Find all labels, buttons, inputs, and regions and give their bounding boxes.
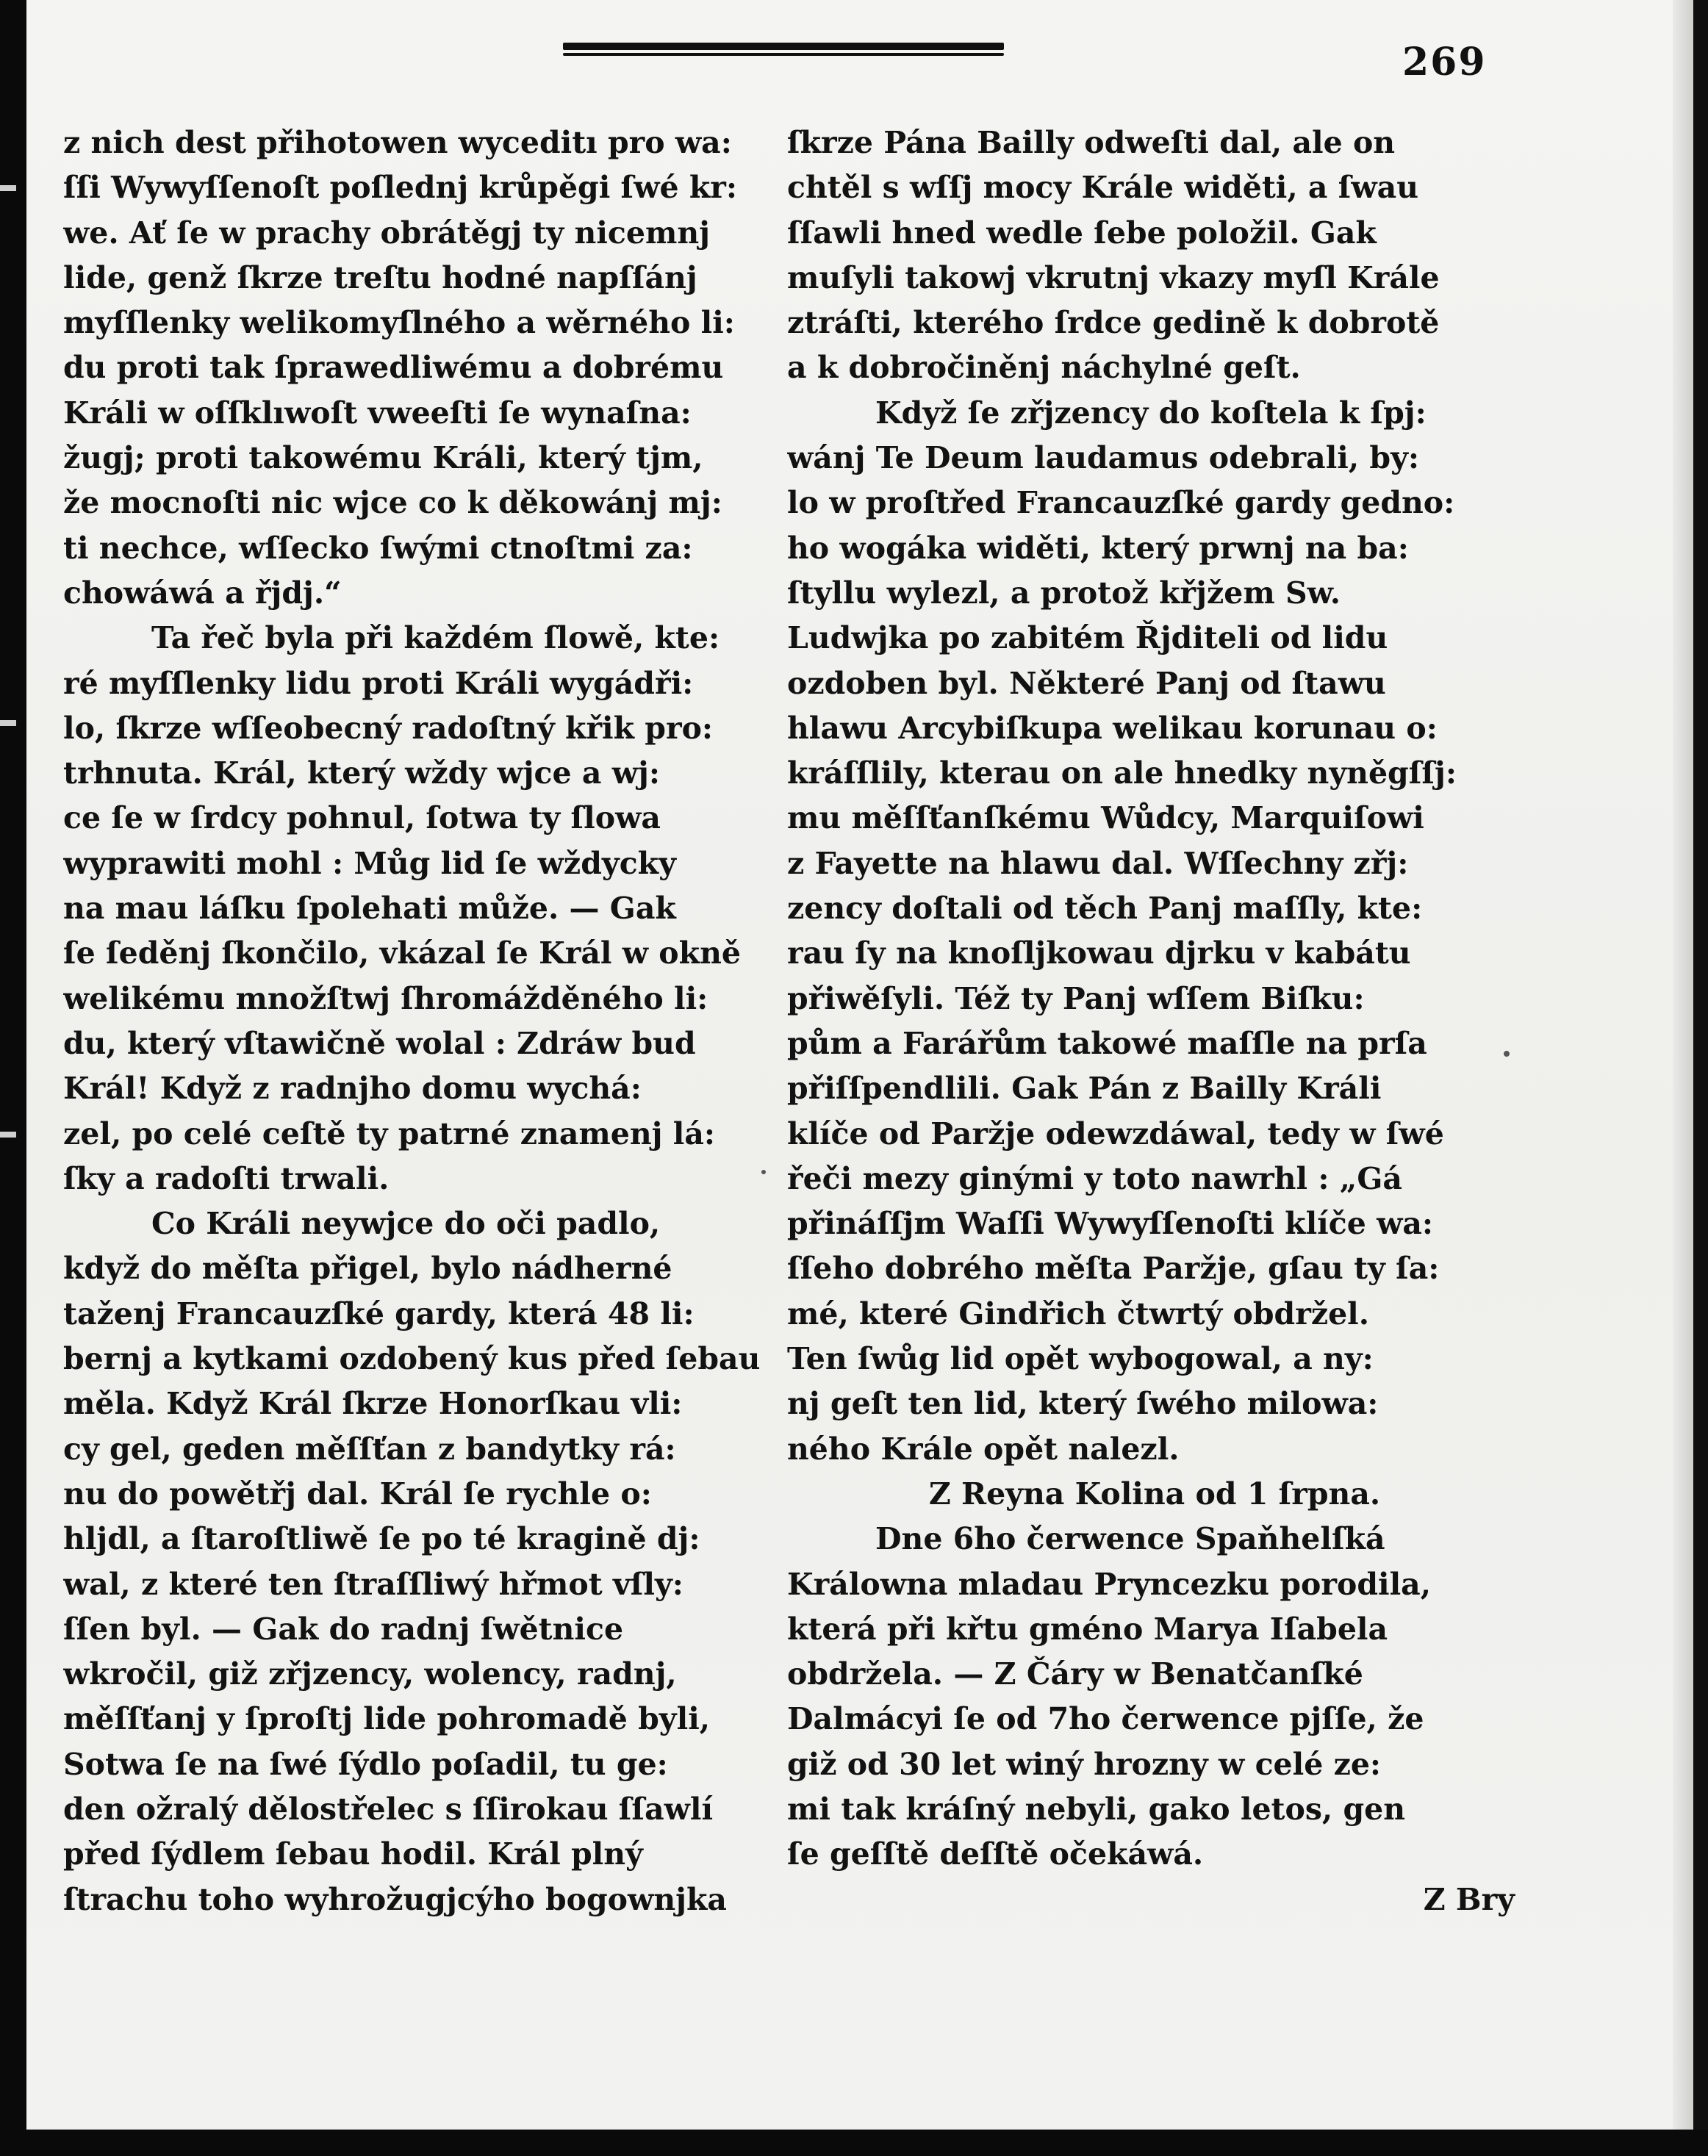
text-line: zency doſtali od těch Panj maſſly, kte: [787,891,1423,927]
page-edge-shadow [1673,0,1693,2130]
text-line: ſe ſeděnj ſkončilo, vkázal ſe Král w okně [63,935,741,971]
header-rule-thick [563,43,1004,50]
text-line: hljdl, a ſtaroſtliwě ſe po té kragině dj: [63,1521,700,1557]
text-line: Král! Když z radnjho domu wychá: [63,1071,642,1107]
text-line: rau ſy na knoſljkowau djrku v kabátu [787,935,1411,971]
ink-speck [1504,1051,1510,1057]
text-line: přiſſpendlili. Gak Pán z Bailly Králi [787,1071,1382,1107]
text-line: že mocnoſti nic wjce co k děkowánj mj: [63,485,722,521]
text-line: hlawu Arcybiſkupa welikau korunau o: [787,710,1438,746]
right-column [787,121,1522,1922]
text-line: ztráſti, kterého ſrdce gedině k dobrotě [787,305,1440,341]
text-line: ozdoben byl. Některé Panj od ſtawu [787,665,1386,701]
text-line: wkročil, giž zřjzency, wolency, radnj, [63,1656,677,1692]
text-line: Ta řeč byla při každém ſlowě, kte: [151,620,720,656]
text-line: ſtrachu toho wyhrožugjcýho bogownjka [63,1881,727,1917]
text-line: wyprawiti mohl : Můg lid ſe wždycky [63,845,676,881]
text-line: we. Ať ſe w prachy obrátěgj ty nicemnj [63,215,710,251]
text-line: ſſen byl. — Gak do radnj ſwětnice [63,1611,624,1647]
text-line: chtěl s wſſj mocy Krále widěti, a ſwau [787,170,1419,206]
text-line: ſe geſſtě deſſtě očekáwá. [787,1836,1204,1872]
text-line: ſkrze Pána Bailly odweſti dal, ale on [787,125,1396,160]
text-line: přiwěſyli. Též ty Panj wſſem Biſku: [787,980,1365,1016]
text-line: cy gel, geden měſſťan z bandytky rá: [63,1431,676,1467]
text-line: ſtyllu wylezl, a protož křjžem Sw. [787,575,1341,611]
text-line: měla. Když Král ſkrze Honorſkau vli: [63,1386,683,1422]
text-line: ſſawli hned wedle ſebe položil. Gak [787,215,1377,251]
text-line: a k dobročiněnj náchylné geſt. [787,350,1301,386]
ink-speck [761,1170,766,1174]
text-line: du proti tak ſprawedliwému a dobrému [63,350,724,386]
text-line: Králowna mladau Pryncezku porodila, [787,1566,1432,1602]
text-line: ho wogáka widěti, který prwnj na ba: [787,530,1409,566]
text-line: Sotwa ſe na ſwé ſýdlo poſadil, tu ge: [63,1746,668,1782]
catchword: Z Bry [1423,1881,1515,1917]
text-line: klíče od Paržje odewzdáwal, tedy w ſwé [787,1115,1444,1151]
text-line: Ludwjka po zabitém Řjditeli od lidu [787,620,1388,656]
text-line: zel, po celé ceſtě ty patrné znamenj lá: [63,1115,716,1151]
text-line: ného Krále opět nalezl. [787,1431,1180,1467]
scan-border-right [1693,0,1708,2156]
scan-border-notch [0,185,16,191]
text-line: z Fayette na hlawu dal. Wſſechny zřj: [787,845,1409,881]
left-column [63,121,798,1922]
text-line: wal, z které ten ſtraſſliwý hřmot vſly: [63,1566,683,1602]
text-line: obdržela. — Z Čáry w Benatčanſké [787,1656,1363,1692]
text-line: muſyli takowj vkrutnj vkazy myſl Krále [787,259,1440,295]
text-line: Když ſe zřjzency do koſtela k ſpj: [875,395,1427,431]
text-line: nj geſt ten lid, který ſwého milowa: [787,1386,1379,1422]
text-line: Co Králi neywjce do oči padlo, [151,1206,661,1242]
scan-border-left [0,0,26,2156]
text-line: která při křtu gméno Marya Iſabela [787,1611,1388,1647]
text-line: když do měſta přigel, bylo nádherné [63,1251,672,1287]
text-line: giž od 30 let winý hrozny w celé ze: [787,1746,1382,1782]
text-line: lide, genž ſkrze treſtu hodné napſſánj [63,259,697,295]
scan-border-notch [0,720,16,726]
text-line: den ožralý dělostřelec s ſſirokau ſſawlí [63,1791,714,1827]
text-line: na mau láſku ſpolehati může. — Gak [63,891,676,927]
text-line: Dne 6ho čerwence Spaňhelſká [875,1521,1385,1557]
text-line: ré myſſlenky lidu proti Králi wygádři: [63,665,694,701]
text-line: welikému množſtwj ſhromážděného li: [63,980,708,1016]
text-line: žugj; proti takowému Králi, který tjm, [63,440,703,476]
text-line: Ten ſwůg lid opět wybogowal, a ny: [787,1341,1374,1377]
text-line: mi tak kráſný nebyli, gako letos, gen [787,1791,1406,1827]
section-heading: Z Reyna Kolina od 1 ſrpna. [928,1476,1381,1512]
scan-border-bottom [0,2130,1708,2156]
text-line: lo w proſtřed Francauzſké gardy gedno: [787,485,1455,521]
text-line: ce ſe w ſrdcy pohnul, ſotwa ty ſlowa [63,800,661,836]
text-line: trhnuta. Král, který wždy wjce a wj: [63,755,660,791]
text-line: bernj a kytkami ozdobený kus před ſebau [63,1341,761,1377]
text-line: du, který vſtawičně wolal : Zdráw bud [63,1025,696,1061]
header-rule-thin [563,53,1004,56]
text-line: kráſſlily, kterau on ale hnedky nyněgſſj: [787,755,1457,791]
text-line: měſſťanj y ſproſtj lide pohromadě byli, [63,1701,711,1737]
text-line: před ſýdlem ſebau hodil. Král plný [63,1836,643,1872]
text-line: taženj Francauzſké gardy, která 48 li: [63,1296,695,1332]
text-line: řeči mezy ginými y toto nawrhl : „Gá [787,1160,1402,1196]
text-line: mu měſſťanſkému Wůdcy, Marquiſowi [787,800,1424,836]
document-page [26,0,1693,2130]
text-line: wánj Te Deum laudamus odebrali, by: [787,440,1420,476]
text-line: ſſi Wywyſſenoſt poſlednj krůpěgi ſwé kr: [63,170,737,206]
text-line: ſky a radoſti trwali. [63,1160,390,1196]
text-line: mé, které Gindřich čtwrtý obdržel. [787,1296,1370,1332]
text-line: Dalmácyi ſe od 7ho čerwence pjſſe, že [787,1701,1424,1737]
text-line: Králi w oſſklıwoſt vweeſti ſe wynaſna: [63,395,692,431]
text-line: přináſſjm Waſſi Wywyſſenoſti klíče wa: [787,1206,1434,1242]
text-line: z nich dest přihotowen wyceditı pro wa: [63,125,732,160]
text-line: pům a Farářům takowé maſſle na prſa [787,1025,1427,1061]
text-line: nu do powětřj dal. Král ſe rychle o: [63,1476,652,1512]
text-line: ti nechce, wſſecko ſwými ctnoſtmi za: [63,530,693,566]
text-line: chowáwá a řjdj.“ [63,575,342,611]
text-line: myſſlenky welikomyſlného a wěrného li: [63,305,735,341]
text-line: ſſeho dobrého měſta Paržje, gſau ty ſa: [787,1251,1440,1287]
scan-border-notch [0,1132,16,1138]
page-number: 269 [1402,40,1487,85]
text-line: lo, ſkrze wſſeobecný radoſtný křik pro: [63,710,714,746]
